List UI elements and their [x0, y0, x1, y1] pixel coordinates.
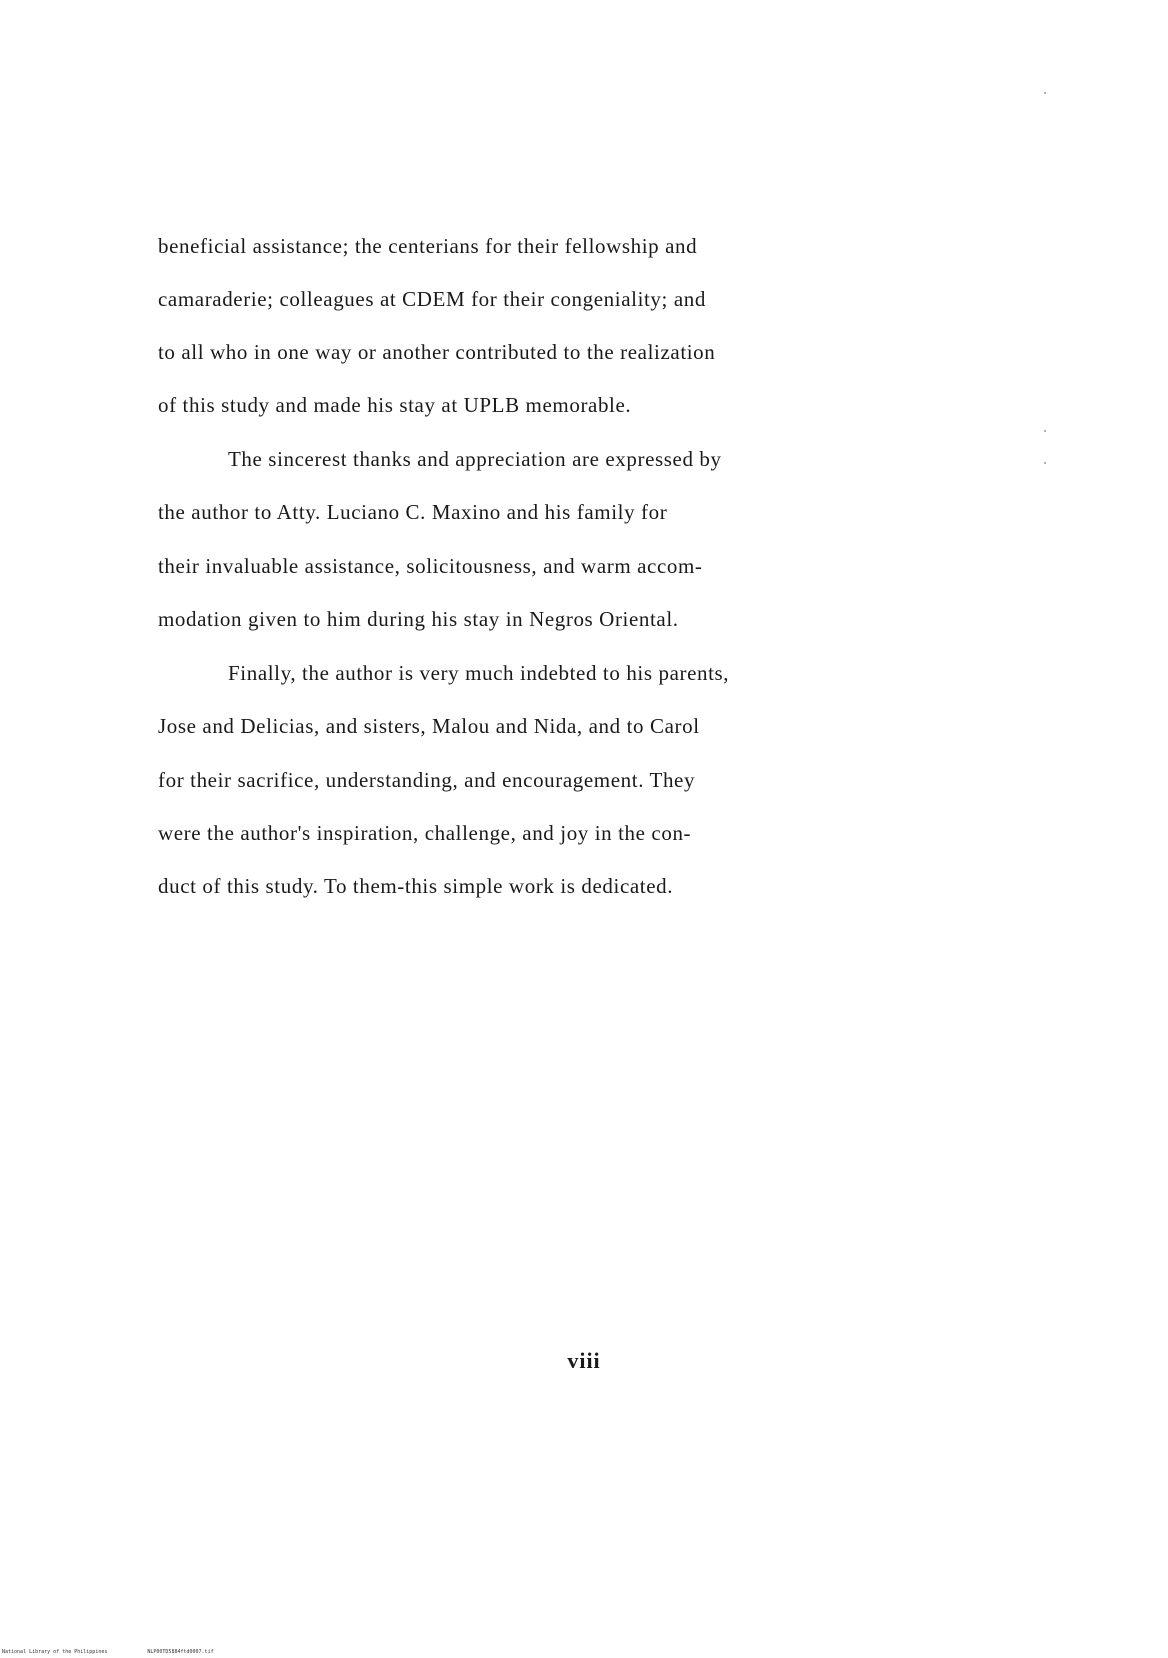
text-line: The sincerest thanks and appreciation are expressed by: [228, 447, 722, 471]
page-number: viii: [567, 1348, 601, 1373]
scan-footer: [2, 1649, 214, 1655]
text-line: modation given to him during his stay in Negros Oriental.: [158, 607, 679, 631]
text-line: were the author's inspiration, challenge, and joy in the con-: [158, 821, 692, 845]
text-line: beneficial assistance; the centerians for their fellowship and: [158, 234, 698, 258]
text-line: of this study and made his stay at UPLB memorable.: [158, 393, 632, 417]
text-line: the author to Atty. Luciano C. Maxino and his family for: [158, 500, 668, 524]
scan-speck: [1044, 462, 1046, 464]
text-line: their invaluable assistance, solicitousness, and warm accom-: [158, 554, 703, 578]
footer-file: NLP00TD5884ftd0007.tif: [147, 1649, 214, 1655]
text-line: for their sacrifice, understanding, and encouragement. They: [158, 768, 696, 792]
text-line: to all who in one way or another contributed to the realization: [158, 340, 716, 364]
text-line: Finally, the author is very much indebted to his parents,: [228, 661, 730, 685]
text-line: Jose and Delicias, and sisters, Malou and Nida, and to Carol: [158, 714, 700, 738]
scan-speck: [1044, 92, 1046, 94]
text-line: camaraderie; colleagues at CDEM for their congeniality; and: [158, 287, 706, 311]
text-line: duct of this study. To them-this simple work is dedicated.: [158, 874, 674, 898]
scan-speck: [1044, 430, 1046, 432]
footer-library: National Library of the Philippines: [2, 1649, 108, 1655]
